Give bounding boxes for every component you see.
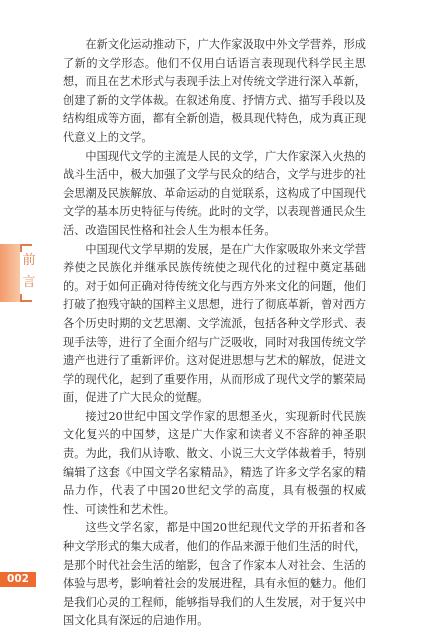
body-text [63, 36, 366, 631]
paragraph: 这些文学名家，都是中国20世纪现代文学的开拓者和各种文学形式的集大成者，他们的作品来源于他们生活的时代，是那个时代社会生活的缩影，包含了作家本人对社会、生活的体验与思考，影响着社会的发展进程，具有永恒的魅力。他们是我们心灵的工程师，能够指导我们的人生发展，对于复兴中国文化具有深远的启迪作用。 [63, 521, 366, 628]
section-tab-label: 前言 [22, 253, 38, 290]
paragraph: 中国现代文学的主流是人民的文学，广大作家深入火热的战斗生活中，极大加强了文学与民众的结合，文学与进步的社会思潮及民族解放、革命运动的自觉联系，这构成了中国现代文学的基本历史特征与传统。此时的文学，以表现普通民众生活、改造国民性格和社会人生为根本任务。 [63, 149, 366, 237]
paragraph: 在新文化运动推动下，广大作家汲取中外文学营养，形成了新的文学形态。他们不仅用白话语言表现现代科学民主思想，而且在艺术形式与表现手法上对传统文学进行深入革新，创建了新的文学体裁。在叙述角度、抒情方式、描写手段以及结构组成等方面，都有全新创造，极具现代特色，成为真正现代意义上的文学。 [63, 38, 366, 144]
section-tab-bar [0, 244, 20, 302]
page-number: 002 [0, 572, 36, 587]
paragraph: 中国现代文学早期的发展，是在广大作家吸取外来文学营养使之民族化并继承民族传统使之现代化的过程中奠定基础的。对于如何正确对待传统文化与西方外来文化的问题，他们打破了抱残守缺的国粹主义思想，进行了彻底革新，曾对西方各个历史时期的文艺思潮、文学流派，包括各种文学形式、表现手法等，进行了全面介绍与广泛吸收，同时对我国传统文学遗产也进行了重新评价。这对促进思想与艺术的解放，促进文学的现代化，起到了重要作用，从而形成了现代文学的繁荣局面，促进了广大民众的觉醒。 [63, 242, 366, 405]
section-tab [0, 244, 40, 302]
paragraph: 接过20世纪中国文学作家的思想圣火，实现新时代民族文化复兴的中国梦，这是广大作家和读者义不容辞的神圣职责。为此，我们从诗歌、散文、小说三大文学体裁着手，特别编辑了这套《中国文学名家精品》，精选了许多文学名家的精品力作，代表了中国20世纪文学的高度，具有极强的权威性、可读性和艺术性。 [63, 409, 366, 516]
bracket-bottom-icon [20, 294, 32, 302]
